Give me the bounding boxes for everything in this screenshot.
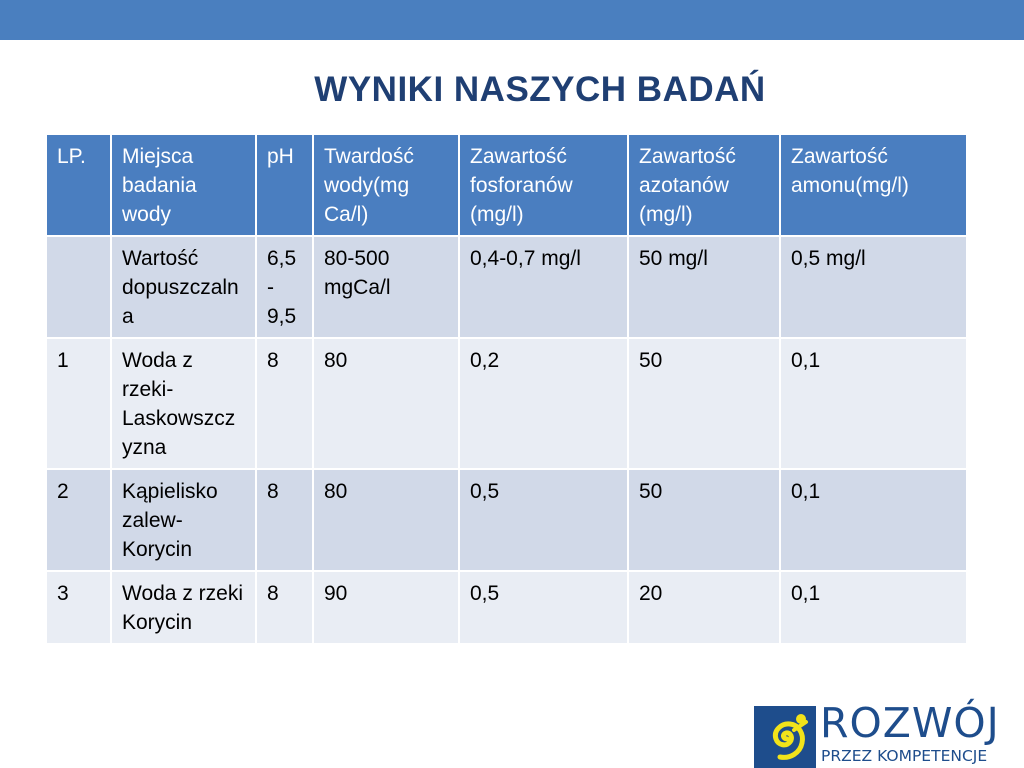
header-ph: pH <box>256 134 313 236</box>
logo-tagline: PRZEZ KOMPETENCJE <box>821 747 988 765</box>
table-row <box>46 571 967 644</box>
cell-ammonium: 0,1 <box>780 571 967 644</box>
cell-phosphates: 0,4-0,7 mg/l <box>459 236 628 338</box>
cell-nitrates: 50 mg/l <box>628 236 780 338</box>
cell-ammonium: 0,1 <box>780 338 967 469</box>
logo-wordmark: ROZWÓJ <box>820 699 1000 747</box>
cell-phosphates: 0,5 <box>459 571 628 644</box>
header-phosphates: Zawartość fosforanów (mg/l) <box>459 134 628 236</box>
cell-hardness: 90 <box>313 571 459 644</box>
slide-title: WYNIKI NASZYCH BADAŃ <box>314 70 766 109</box>
table-row <box>46 469 967 571</box>
cell-ph: 8 <box>256 338 313 469</box>
results-table <box>45 133 968 645</box>
cell-nitrates: 20 <box>628 571 780 644</box>
header-nitrates: Zawartość azotanów (mg/l) <box>628 134 780 236</box>
cell-nitrates: 50 <box>628 469 780 571</box>
cell-phosphates: 0,2 <box>459 338 628 469</box>
header-location: Miejsca badania wody <box>111 134 256 236</box>
table-row <box>46 338 967 469</box>
cell-hardness: 80-500 mgCa/l <box>313 236 459 338</box>
cell-hardness: 80 <box>313 338 459 469</box>
header-lp: LP. <box>46 134 111 236</box>
cell-location: Kąpielisko zalew- Korycin <box>111 469 256 571</box>
cell-location: Woda z rzeki Korycin <box>111 571 256 644</box>
spiral-person-icon <box>754 706 816 768</box>
cell-ph: 8 <box>256 571 313 644</box>
header-ammonium: Zawartość amonu(mg/l) <box>780 134 967 236</box>
table-header-row <box>46 134 967 236</box>
rozwoj-logo <box>754 699 1024 768</box>
header-hardness: Twardość wody(mg Ca/l) <box>313 134 459 236</box>
cell-lp: 2 <box>46 469 111 571</box>
cell-ph: 8 <box>256 469 313 571</box>
cell-lp: 1 <box>46 338 111 469</box>
top-banner <box>0 0 1024 40</box>
cell-ammonium: 0,1 <box>780 469 967 571</box>
table-row <box>46 236 967 338</box>
cell-ammonium: 0,5 mg/l <box>780 236 967 338</box>
cell-phosphates: 0,5 <box>459 469 628 571</box>
cell-lp: 3 <box>46 571 111 644</box>
cell-hardness: 80 <box>313 469 459 571</box>
cell-lp <box>46 236 111 338</box>
cell-nitrates: 50 <box>628 338 780 469</box>
cell-ph: 6,5 - 9,5 <box>256 236 313 338</box>
cell-location: Wartość dopuszczalna <box>111 236 256 338</box>
cell-location: Woda z rzeki- Laskowszczyzna <box>111 338 256 469</box>
